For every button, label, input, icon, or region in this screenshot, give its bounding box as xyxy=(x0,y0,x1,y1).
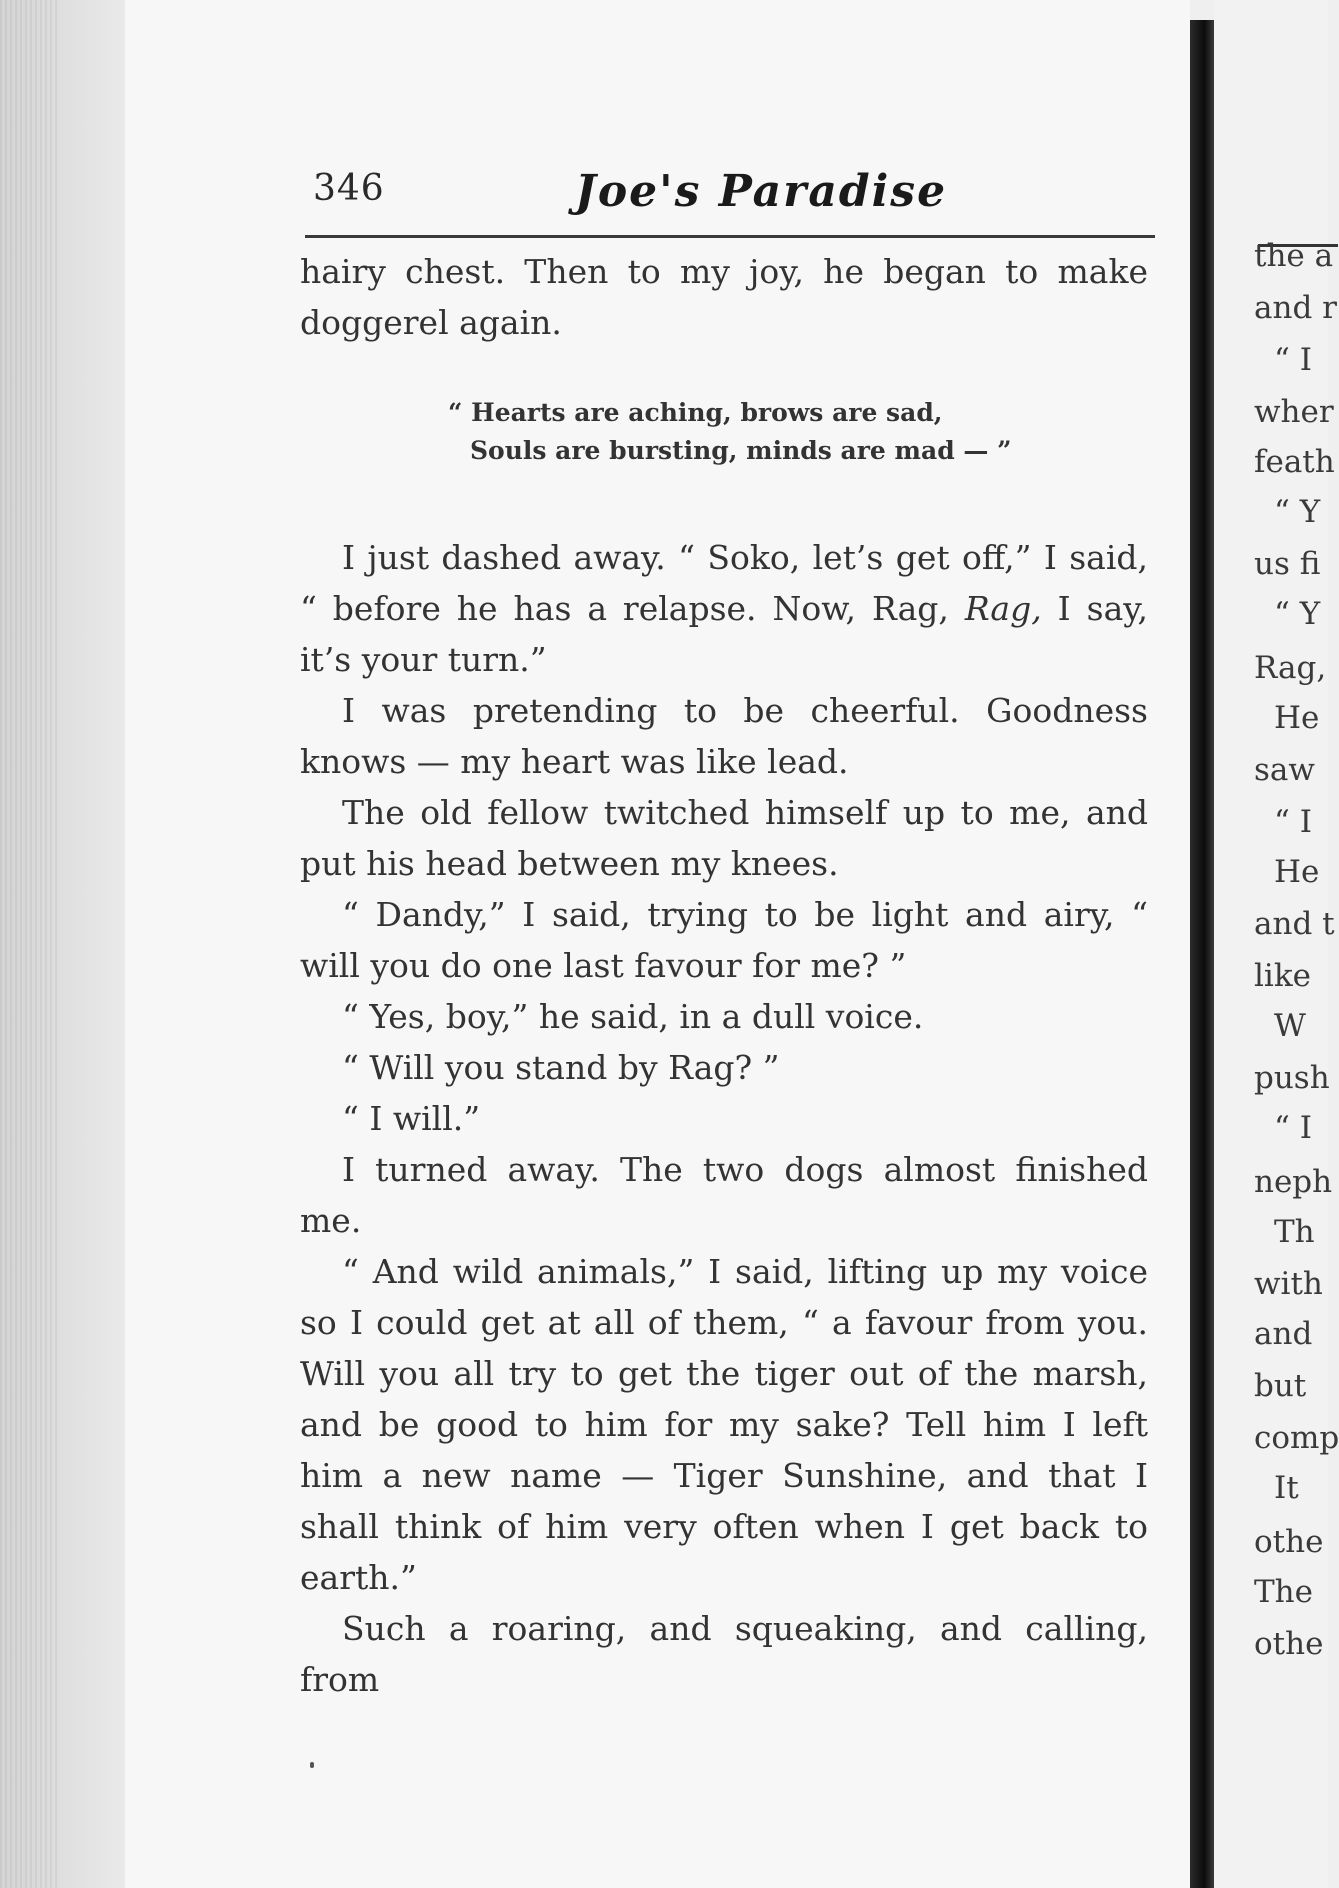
paragraph: I was pretending to be cheerful. Goodness knows — my heart was like lead. xyxy=(300,691,1148,781)
next-page-line: “ I xyxy=(1274,1110,1312,1146)
next-page-line: but xyxy=(1254,1368,1307,1404)
ink-speck xyxy=(310,1762,314,1768)
opening-paragraph: hairy chest. Then to my joy, he began to make doggerel again. xyxy=(300,252,1148,342)
verse-line: “ Hearts are aching, brows are sad, xyxy=(448,398,943,427)
next-page-line: He xyxy=(1274,854,1320,890)
paragraph xyxy=(300,532,1148,685)
next-page-line: with xyxy=(1254,1266,1323,1302)
paragraph: “ Dandy,” I said, trying to be light and airy, “ will you do one last favour for me? ” xyxy=(300,895,1148,985)
next-page-line: saw xyxy=(1254,752,1315,788)
book-gutter xyxy=(1190,20,1214,1888)
next-page-line: othe xyxy=(1254,1626,1324,1662)
next-page-line: neph xyxy=(1254,1164,1333,1200)
next-page-line: Th xyxy=(1274,1214,1315,1250)
verse-line: Souls are bursting, minds are mad — ” xyxy=(470,436,1012,465)
paragraph-text: I just dashed away. “ Soko, let’s get off,” I said, “ before he has a relapse. Now, Rag, xyxy=(300,538,1148,628)
next-page-line: the a xyxy=(1254,238,1334,274)
running-title: Joe's Paradise xyxy=(575,166,948,217)
next-page-line: us fi xyxy=(1254,546,1321,582)
next-page-line: and xyxy=(1254,1316,1313,1352)
next-page-edge xyxy=(1214,0,1339,1888)
paragraph: I turned away. The two dogs almost finished me. xyxy=(300,1150,1148,1240)
next-page-line: “ I xyxy=(1274,804,1312,840)
next-page-line: and r xyxy=(1254,290,1337,326)
paragraph: “ And wild animals,” I said, lifting up my voice so I could get at all of them, “ a favour from you. Will you all try to get the tiger out of the marsh, and be good to him for my sake? Tell him I left him a new name — Tiger Sunshine, and that I shall think of him very often when I get back to earth.” xyxy=(300,1252,1148,1597)
page-header xyxy=(313,160,1153,220)
next-page-line: like xyxy=(1254,958,1311,994)
verse-block xyxy=(448,394,1148,470)
page-body xyxy=(300,246,1148,1705)
next-page-line: “ Y xyxy=(1274,596,1321,632)
next-page-line: feath xyxy=(1254,444,1335,480)
next-page-line: comp xyxy=(1254,1420,1339,1456)
next-page-line: othe xyxy=(1254,1524,1324,1560)
next-page-line: It xyxy=(1274,1470,1299,1506)
next-page-line: Rag, xyxy=(1254,650,1327,686)
paragraph-text: I say, it’s your turn.” xyxy=(300,589,1149,679)
next-page-line: He xyxy=(1274,700,1320,736)
header-rule xyxy=(305,235,1155,238)
italic-word: Rag, xyxy=(964,589,1042,628)
next-page-line: “ Y xyxy=(1274,494,1321,530)
paragraph: Such a roaring, and squeaking, and calling, from xyxy=(300,1609,1148,1699)
paragraph: The old fellow twitched himself up to me, and put his head between my knees. xyxy=(300,793,1148,883)
next-page-line: “ I xyxy=(1274,342,1312,378)
next-page-line: and t xyxy=(1254,906,1335,942)
next-page-line: wher xyxy=(1254,394,1334,430)
page-number: 346 xyxy=(313,168,385,209)
book-left-page-edges xyxy=(0,0,140,1888)
paragraph: “ I will.” xyxy=(342,1099,481,1138)
next-page-line: W xyxy=(1274,1008,1306,1044)
paragraph: “ Will you stand by Rag? ” xyxy=(342,1048,780,1087)
next-page-line: The xyxy=(1254,1574,1313,1610)
next-page-line: push xyxy=(1254,1060,1330,1096)
paragraph: “ Yes, boy,” he said, in a dull voice. xyxy=(342,997,924,1036)
